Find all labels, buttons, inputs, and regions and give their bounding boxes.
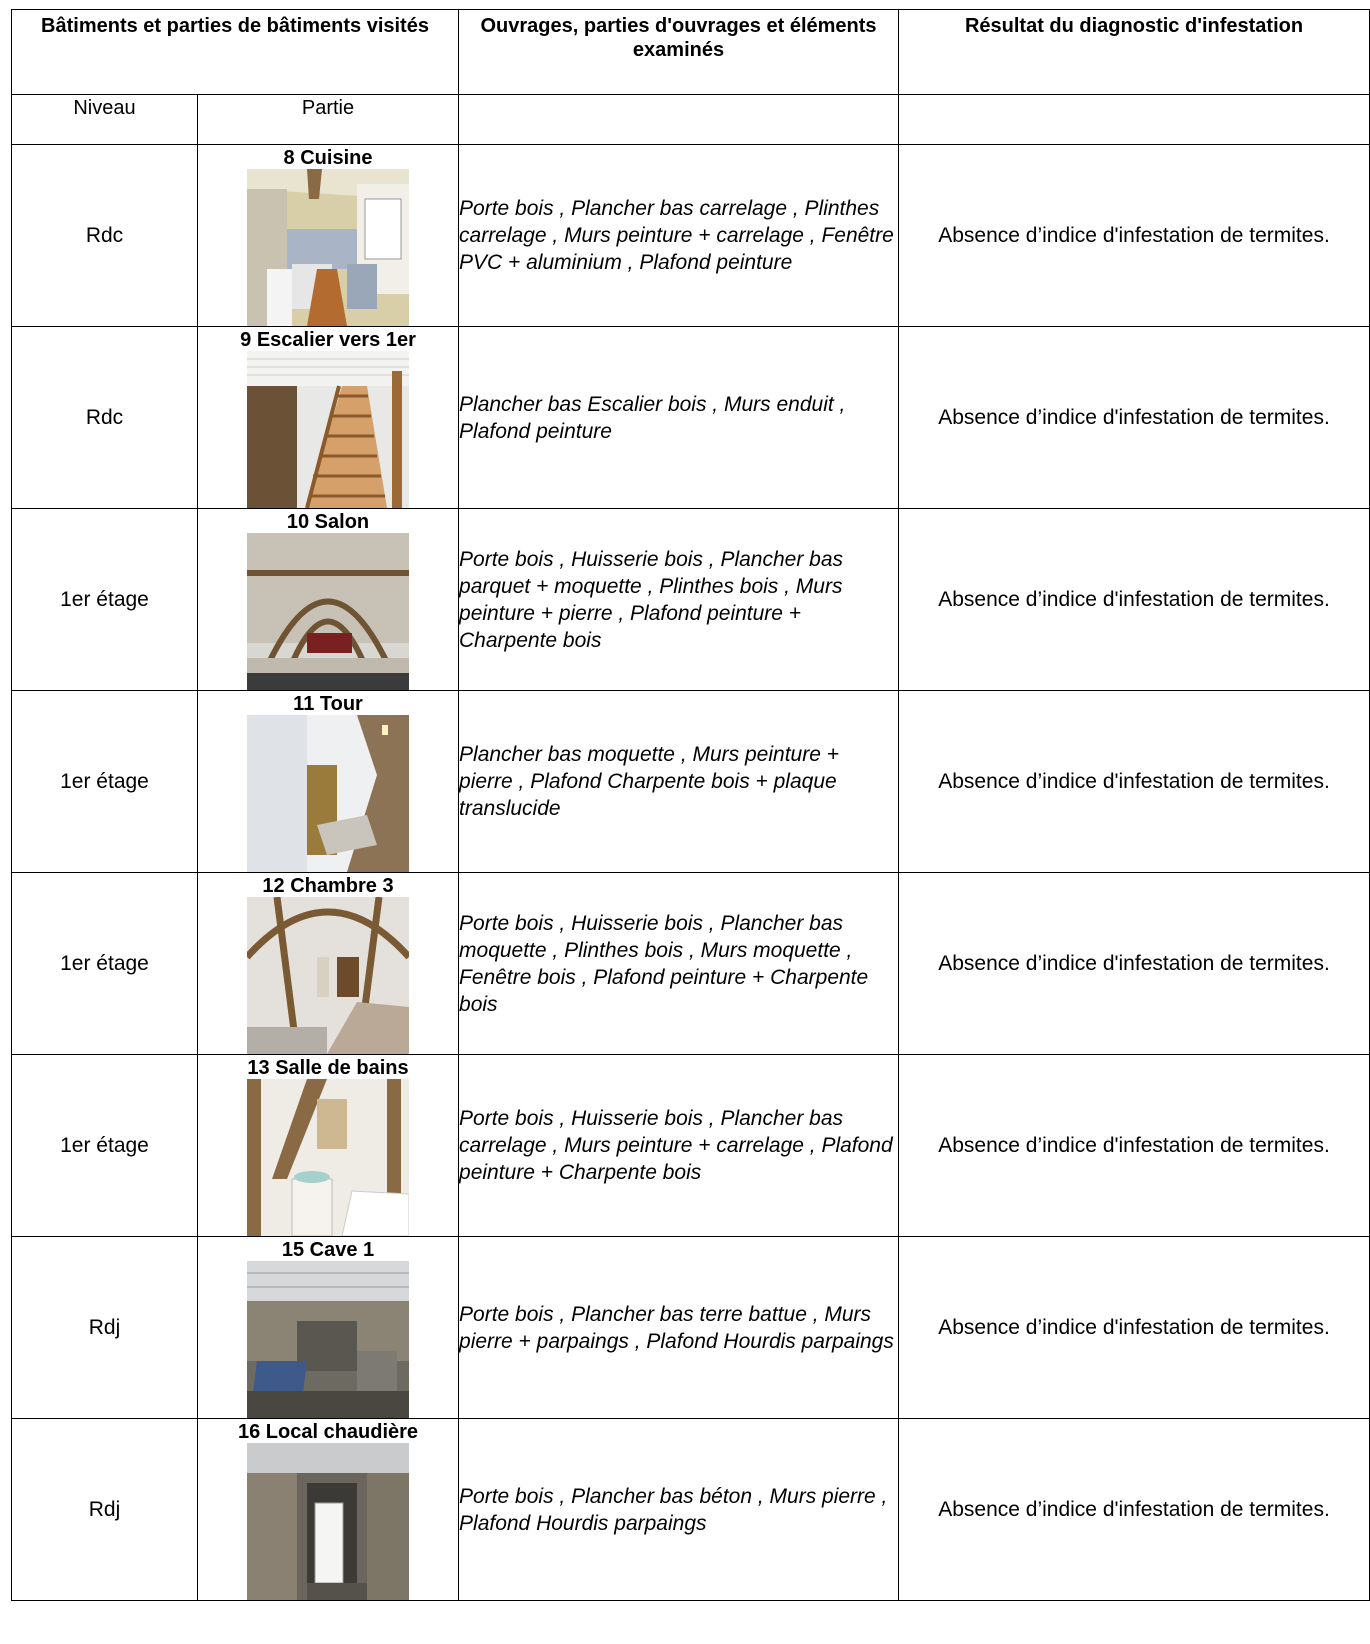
resultat-cell: Absence d’indice d'infestation de termites.: [899, 873, 1370, 1055]
room-photo: [247, 1079, 409, 1236]
ouvrages-cell: Porte bois , Huisserie bois , Plancher bas moquette , Plinthes bois , Murs moquette , Fenêtre bois , Plafond peinture + Charpente bois: [459, 873, 899, 1055]
room-name: 8 Cuisine: [283, 147, 373, 169]
resultat-cell: Absence d’indice d'infestation de termites.: [899, 327, 1370, 509]
resultat-cell: Absence d’indice d'infestation de termites.: [899, 691, 1370, 873]
niveau-cell: Rdc: [12, 327, 198, 509]
table-subheader-row: [12, 95, 1370, 145]
subheader-empty: [459, 95, 899, 145]
table-row: [12, 1055, 1370, 1237]
diagnostic-table: [11, 9, 1370, 1601]
ouvrages-cell: Porte bois , Huisserie bois , Plancher bas carrelage , Murs peinture + carrelage , Plafond peinture + Charpente bois: [459, 1055, 899, 1237]
table-row: [12, 1237, 1370, 1419]
room-name: 16 Local chaudière: [237, 1421, 419, 1443]
resultat-cell: Absence d’indice d'infestation de termites.: [899, 1055, 1370, 1237]
resultat-cell: Absence d’indice d'infestation de termites.: [899, 1237, 1370, 1419]
resultat-cell: Absence d’indice d'infestation de termites.: [899, 145, 1370, 327]
resultat-cell: Absence d’indice d'infestation de termites.: [899, 1419, 1370, 1601]
table-row: [12, 1419, 1370, 1601]
niveau-cell: Rdj: [12, 1237, 198, 1419]
header-ouvrages: Ouvrages, parties d'ouvrages et éléments examinés: [459, 10, 899, 95]
room-photo: [247, 897, 409, 1054]
resultat-cell: Absence d’indice d'infestation de termites.: [899, 509, 1370, 691]
niveau-cell: 1er étage: [12, 691, 198, 873]
room-name: 13 Salle de bains: [247, 1057, 409, 1079]
room-name: 15 Cave 1: [281, 1239, 375, 1261]
partie-cell: [198, 145, 459, 327]
room-photo: [247, 1261, 409, 1418]
room-name: 9 Escalier vers 1er: [240, 329, 416, 351]
ouvrages-cell: Porte bois , Huisserie bois , Plancher bas parquet + moquette , Plinthes bois , Murs peinture + pierre , Plafond peinture + Charpente bois: [459, 509, 899, 691]
partie-cell: [198, 1419, 459, 1601]
ouvrages-cell: Plancher bas moquette , Murs peinture + pierre , Plafond Charpente bois + plaque translucide: [459, 691, 899, 873]
niveau-cell: 1er étage: [12, 1055, 198, 1237]
header-resultat: Résultat du diagnostic d'infestation: [899, 10, 1370, 95]
partie-cell: [198, 873, 459, 1055]
room-name: 10 Salon: [286, 511, 370, 533]
subheader-niveau: Niveau: [12, 95, 198, 145]
table-header-row: [12, 10, 1370, 95]
niveau-cell: Rdj: [12, 1419, 198, 1601]
room-photo: [247, 533, 409, 690]
partie-cell: [198, 1055, 459, 1237]
ouvrages-cell: Porte bois , Plancher bas béton , Murs pierre , Plafond Hourdis parpaings: [459, 1419, 899, 1601]
room-name: 11 Tour: [293, 693, 363, 715]
room-photo: [247, 715, 409, 872]
partie-cell: [198, 691, 459, 873]
ouvrages-cell: Porte bois , Plancher bas terre battue , Murs pierre + parpaings , Plafond Hourdis parpaings: [459, 1237, 899, 1419]
niveau-cell: 1er étage: [12, 873, 198, 1055]
room-photo: [247, 169, 409, 326]
room-name: 12 Chambre 3: [262, 875, 394, 897]
table-row: [12, 509, 1370, 691]
ouvrages-cell: Porte bois , Plancher bas carrelage , Plinthes carrelage , Murs peinture + carrelage , Fenêtre PVC + aluminium , Plafond peinture: [459, 145, 899, 327]
subheader-partie: Partie: [198, 95, 459, 145]
table-row: [12, 691, 1370, 873]
partie-cell: [198, 327, 459, 509]
header-batiments: Bâtiments et parties de bâtiments visités: [12, 10, 459, 95]
table-row: [12, 327, 1370, 509]
niveau-cell: Rdc: [12, 145, 198, 327]
subheader-empty: [899, 95, 1370, 145]
niveau-cell: 1er étage: [12, 509, 198, 691]
partie-cell: [198, 1237, 459, 1419]
room-photo: [247, 1443, 409, 1600]
room-photo: [247, 351, 409, 508]
table-row: [12, 873, 1370, 1055]
table-row: [12, 145, 1370, 327]
partie-cell: [198, 509, 459, 691]
ouvrages-cell: Plancher bas Escalier bois , Murs enduit , Plafond peinture: [459, 327, 899, 509]
